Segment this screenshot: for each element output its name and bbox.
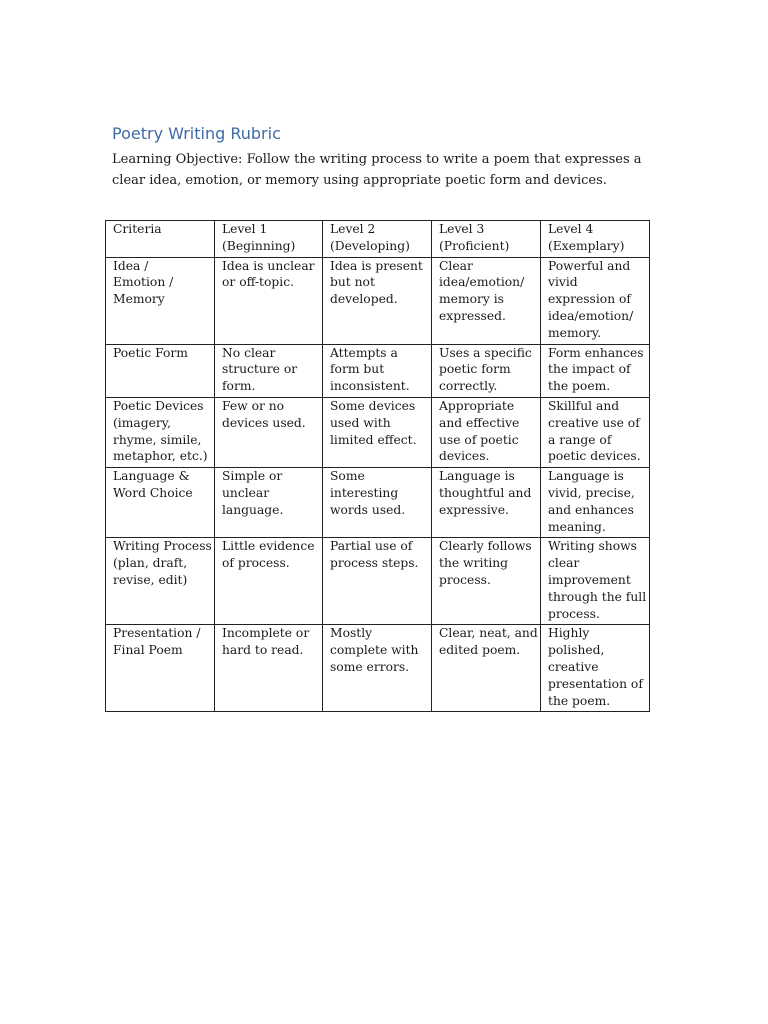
table-row <box>106 468 650 538</box>
level-1-cell: Few or no devices used. <box>215 397 323 467</box>
level-3-cell: Language is thoughtful and expressive. <box>432 468 541 538</box>
table-row <box>106 397 650 467</box>
criteria-cell: Idea / Emotion / Memory <box>106 257 215 344</box>
criteria-cell: Writing Process (plan, draft, revise, edit) <box>106 538 215 625</box>
level-1-cell: Simple or unclear language. <box>215 468 323 538</box>
level-2-cell: Idea is present but not developed. <box>323 257 432 344</box>
learning-objective: Learning Objective: Follow the writing process to write a poem that expresses a clear idea, emotion, or memory using appropriate poetic form and devices. <box>112 152 642 188</box>
level-4-cell: Writing shows clear improvement through the full process. <box>541 538 650 625</box>
table-row <box>106 344 650 397</box>
level-4-cell: Highly polished, creative presentation of the poem. <box>541 625 650 712</box>
level-4-cell: Form enhances the impact of the poem. <box>541 344 650 397</box>
level-2-cell: Attempts a form but inconsistent. <box>323 344 432 397</box>
page-title: Poetry Writing Rubric <box>112 124 281 143</box>
level-3-cell: Clear, neat, and edited poem. <box>432 625 541 712</box>
header-cell-criteria: Criteria <box>106 221 215 258</box>
header-cell-level-3: Level 3 (Proficient) <box>432 221 541 258</box>
level-2-cell: Some interesting words used. <box>323 468 432 538</box>
criteria-cell: Poetic Devices (imagery, rhyme, simile, metaphor, etc.) <box>106 397 215 467</box>
level-3-cell: Appropriate and effective use of poetic devices. <box>432 397 541 467</box>
level-3-cell: Clearly follows the writing process. <box>432 538 541 625</box>
table-row <box>106 538 650 625</box>
level-4-cell: Language is vivid, precise, and enhances meaning. <box>541 468 650 538</box>
table-row <box>106 257 650 344</box>
criteria-cell: Language & Word Choice <box>106 468 215 538</box>
level-2-cell: Partial use of process steps. <box>323 538 432 625</box>
level-4-cell: Powerful and vivid expression of idea/emotion/ memory. <box>541 257 650 344</box>
table-header-row <box>106 221 650 258</box>
table-row <box>106 625 650 712</box>
criteria-cell: Presentation / Final Poem <box>106 625 215 712</box>
header-cell-level-4: Level 4 (Exemplary) <box>541 221 650 258</box>
level-1-cell: Little evidence of process. <box>215 538 323 625</box>
rubric-table <box>105 220 650 712</box>
header-cell-level-2: Level 2 (Developing) <box>323 221 432 258</box>
level-3-cell: Clear idea/emotion/ memory is expressed. <box>432 257 541 344</box>
level-1-cell: No clear structure or form. <box>215 344 323 397</box>
level-4-cell: Skillful and creative use of a range of poetic devices. <box>541 397 650 467</box>
criteria-cell: Poetic Form <box>106 344 215 397</box>
level-2-cell: Mostly complete with some errors. <box>323 625 432 712</box>
level-3-cell: Uses a specific poetic form correctly. <box>432 344 541 397</box>
level-2-cell: Some devices used with limited effect. <box>323 397 432 467</box>
level-1-cell: Idea is unclear or off-topic. <box>215 257 323 344</box>
level-1-cell: Incomplete or hard to read. <box>215 625 323 712</box>
header-cell-level-1: Level 1 (Beginning) <box>215 221 323 258</box>
